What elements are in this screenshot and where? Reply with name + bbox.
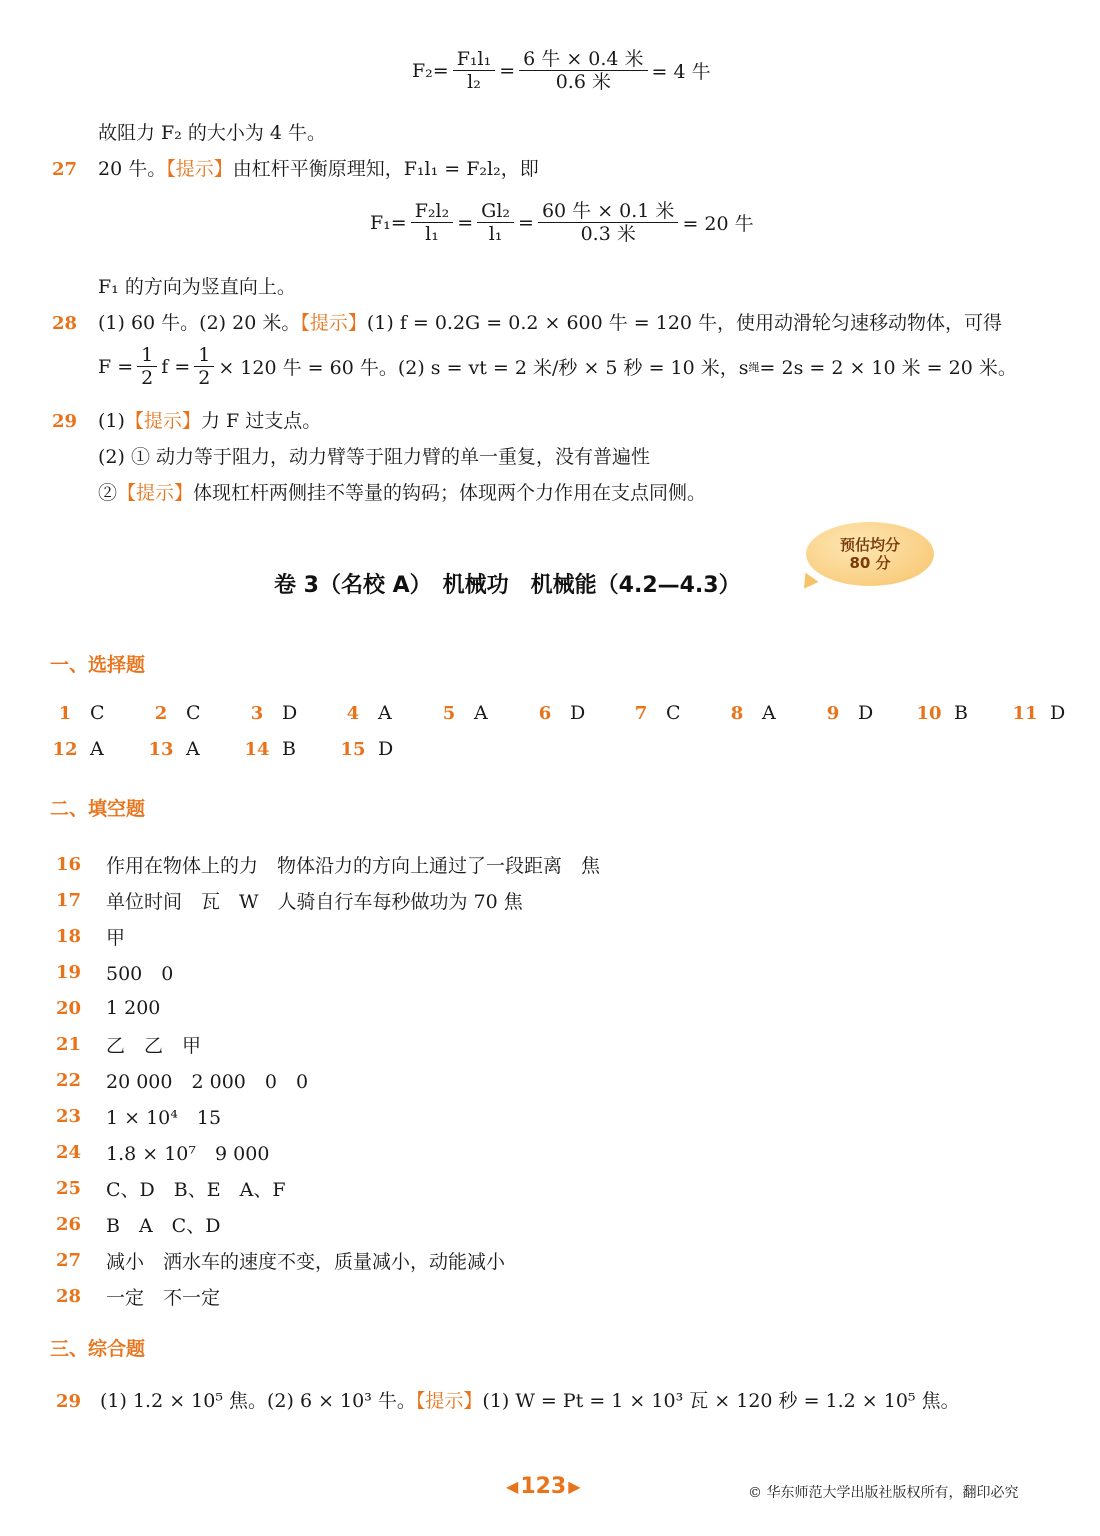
fill-number: 21 <box>56 1033 82 1055</box>
f2-num1: F₁l₁ <box>453 48 496 71</box>
q27-hint-text: 由杠杆平衡原理知，F₁l₁ = F₂l₂，即 <box>232 158 539 180</box>
q29-l3-hint-label: 【提示】 <box>117 482 194 504</box>
q27-line <box>52 154 539 181</box>
f2-fraction-1 <box>453 48 496 93</box>
q27-fraction-1 <box>411 200 454 245</box>
q29b-hint-label: 【提示】 <box>415 1390 483 1412</box>
fill-item <box>56 918 600 954</box>
choice-answer: A <box>90 738 104 760</box>
fill-answer: 一定 不一定 <box>106 1286 221 1309</box>
fill-answer: 减小 洒水车的速度不变，质量减小，动能减小 <box>106 1250 506 1273</box>
q27-number: 27 <box>52 159 78 180</box>
choice-answer: D <box>282 702 298 724</box>
choice-number: 12 <box>52 738 78 760</box>
q29-l3b: 体现杠杆两侧挂不等量的钩码；体现两个力作用在支点同侧。 <box>193 482 707 504</box>
choice-number: 8 <box>730 702 744 724</box>
fill-number: 25 <box>56 1177 82 1199</box>
q27-lhs: F₁= <box>370 211 407 234</box>
q29-number: 29 <box>52 411 78 432</box>
choices-row-2 <box>44 738 428 760</box>
choice-number: 11 <box>1012 702 1038 724</box>
fill-answer: 作用在物体上的力 物体沿力的方向上通过了一段距离 焦 <box>106 854 601 877</box>
fill-item <box>56 1134 600 1170</box>
choice-number: 6 <box>538 702 552 724</box>
f2-lhs: F₂= <box>412 59 449 82</box>
section-choice: 一、选择题 <box>50 654 146 676</box>
q28-hint-text: (1) f = 0.2G = 0.2 × 600 牛 = 120 牛，使用动滑轮匀速移动物体，可得 <box>366 312 1003 334</box>
choice-number: 15 <box>340 738 366 760</box>
choice-number: 7 <box>634 702 648 724</box>
q28-frac-num-2: 1 <box>194 344 214 367</box>
q29b-hint-text: (1) W = Pt = 1 × 10³ 瓦 × 120 秒 = 1.2 × 10⁵ 焦。 <box>482 1390 960 1412</box>
fill-item <box>56 846 600 882</box>
q29b-answer: (1) 1.2 × 10⁵ 焦。(2) 6 × 10³ 牛。 <box>100 1390 416 1412</box>
fill-item <box>56 1170 600 1206</box>
fill-number: 20 <box>56 997 82 1019</box>
copyright: © 华东师范大学出版社版权所有，翻印必究 <box>748 1485 1019 1501</box>
fill-answer: 1 200 <box>106 997 161 1019</box>
fill-answer: 20 000 2 000 0 0 <box>106 1070 309 1093</box>
fill-number: 22 <box>56 1069 82 1091</box>
q27-den2: l₁ <box>488 223 503 245</box>
badge-line2: 80 分 <box>849 554 891 572</box>
q29-line2: (2) ① 动力等于阻力，动力臂等于阻力臂的单一重复，没有普遍性 <box>98 446 650 468</box>
q29-l1b: 力 F 过支点。 <box>200 410 322 432</box>
fill-answer: C、D B、E A、F <box>106 1178 286 1201</box>
choice-answer: C <box>666 702 681 724</box>
choice-answer: D <box>1050 702 1066 724</box>
choice-number: 9 <box>826 702 840 724</box>
fill-number: 18 <box>56 925 82 947</box>
fill-number: 28 <box>56 1285 82 1307</box>
q27-formula <box>370 200 754 245</box>
page-title: 卷 3（名校 A） 机械功 机械能（4.2—4.3） <box>274 573 741 598</box>
fill-item <box>56 1098 600 1134</box>
fill-item <box>56 1206 600 1242</box>
q28-answer: (1) 60 牛。(2) 20 米。 <box>98 312 301 334</box>
q27-num1: F₂l₂ <box>411 200 454 223</box>
f2-eq: = <box>499 59 516 82</box>
choice-number: 2 <box>154 702 168 724</box>
q28-fraction-2 <box>194 344 214 389</box>
fill-item <box>56 990 600 1026</box>
q27-eq1: = <box>457 211 474 234</box>
q27-hint-label: 【提示】 <box>166 158 233 180</box>
fill-answer: 500 0 <box>106 962 174 985</box>
fill-number: 16 <box>56 853 82 875</box>
q27-den1: l₁ <box>425 223 439 245</box>
q28-line2-b: f = <box>161 355 191 378</box>
choices-row-1 <box>44 702 1100 724</box>
choice-answer: D <box>570 702 586 724</box>
fill-answer: 1.8 × 10⁷ 9 000 <box>106 1142 270 1165</box>
choice-number: 1 <box>58 702 72 724</box>
q29-line3 <box>98 478 706 505</box>
fill-number: 23 <box>56 1105 82 1127</box>
section-fill: 二、填空题 <box>50 798 146 820</box>
choice-answer: A <box>762 702 776 724</box>
fill-answer: 甲 <box>106 926 126 949</box>
fill-item <box>56 954 600 990</box>
q28-hint-label: 【提示】 <box>300 312 367 334</box>
fill-answer: B A C、D <box>106 1214 221 1237</box>
q27-after: F₁ 的方向为竖直向上。 <box>98 276 296 298</box>
q27-num2: Gl₂ <box>477 200 514 223</box>
page-number-value: 123 <box>520 1474 567 1499</box>
choice-number: 14 <box>244 738 270 760</box>
choice-answer: A <box>378 702 392 724</box>
q28-line1 <box>52 308 1002 335</box>
f2-num2: 6 牛 × 0.4 米 <box>519 48 647 71</box>
fill-list <box>56 846 600 1314</box>
fill-item <box>56 1242 600 1278</box>
q29-line1 <box>52 406 321 433</box>
badge-tail <box>797 573 818 594</box>
q28-line2-d: = 2s = 2 × 10 米 = 20 米。 <box>759 357 1017 379</box>
fill-number: 17 <box>56 889 82 911</box>
q27-result: = 20 牛 <box>682 213 754 235</box>
q28-fraction-1 <box>137 344 157 389</box>
choice-answer: A <box>474 702 488 724</box>
f2-den1: l₂ <box>467 71 481 93</box>
choice-number: 10 <box>916 702 942 724</box>
fill-item <box>56 882 600 918</box>
q27-fraction-3 <box>538 200 678 245</box>
fill-number: 24 <box>56 1141 82 1163</box>
q28-sub: 绳 <box>748 360 760 374</box>
q28-frac-den-2: 2 <box>198 367 211 389</box>
q28-frac-den: 2 <box>141 367 154 389</box>
fill-item <box>56 1026 600 1062</box>
fill-answer: 单位时间 瓦 W 人骑自行车每秒做功为 70 焦 <box>106 890 523 913</box>
q27-fraction-2 <box>477 200 514 245</box>
q27-num3: 60 牛 × 0.1 米 <box>538 200 678 223</box>
f2-conclusion: 故阻力 F₂ 的大小为 4 牛。 <box>98 122 327 144</box>
choice-answer: B <box>954 702 968 724</box>
f2-den2: 0.6 米 <box>555 71 611 93</box>
badge-line1: 预估均分 <box>839 536 900 554</box>
fill-number: 27 <box>56 1249 82 1271</box>
q27-answer: 20 牛。 <box>98 158 167 180</box>
q27-eq2: = <box>518 211 534 234</box>
q28-line2-a: F = <box>98 355 134 378</box>
q29-l1a: (1) <box>98 410 125 432</box>
choice-number: 3 <box>250 702 264 724</box>
fill-number: 19 <box>56 961 82 983</box>
choice-answer: D <box>378 738 394 760</box>
q28-line2-c: × 120 牛 = 60 牛。(2) s = vt = 2 米/秒 × 5 秒 = 10 米，s <box>218 357 749 379</box>
q27-den3: 0.3 米 <box>580 223 636 245</box>
fill-item <box>56 1062 600 1098</box>
choice-number: 13 <box>148 738 174 760</box>
choice-answer: C <box>90 702 105 724</box>
fill-answer: 1 × 10⁴ 15 <box>106 1106 222 1129</box>
q28-line2 <box>98 344 1017 389</box>
choice-number: 4 <box>346 702 360 724</box>
page-number <box>506 1474 581 1499</box>
page-next-arrow-icon: ▶ <box>568 1477 581 1496</box>
choice-answer: B <box>282 738 296 760</box>
q29-l3a: ② <box>98 482 118 504</box>
fill-number: 26 <box>56 1213 82 1235</box>
section-comp: 三、综合题 <box>50 1338 146 1360</box>
average-score-badge <box>806 522 934 586</box>
q29b-line <box>56 1386 960 1413</box>
f2-result: = 4 牛 <box>651 61 711 83</box>
choice-number: 5 <box>442 702 456 724</box>
fill-answer: 乙 乙 甲 <box>106 1034 202 1057</box>
q28-number: 28 <box>52 313 78 334</box>
f2-formula <box>412 48 711 93</box>
fill-item <box>56 1278 600 1314</box>
f2-fraction-2 <box>519 48 647 93</box>
q29b-number: 29 <box>56 1391 82 1412</box>
page-prev-arrow-icon: ◀ <box>506 1477 519 1496</box>
q28-frac-num: 1 <box>137 344 157 367</box>
choice-answer: D <box>858 702 874 724</box>
choice-answer: A <box>186 738 200 760</box>
choice-answer: C <box>186 702 201 724</box>
q29-hint-label: 【提示】 <box>124 410 201 432</box>
